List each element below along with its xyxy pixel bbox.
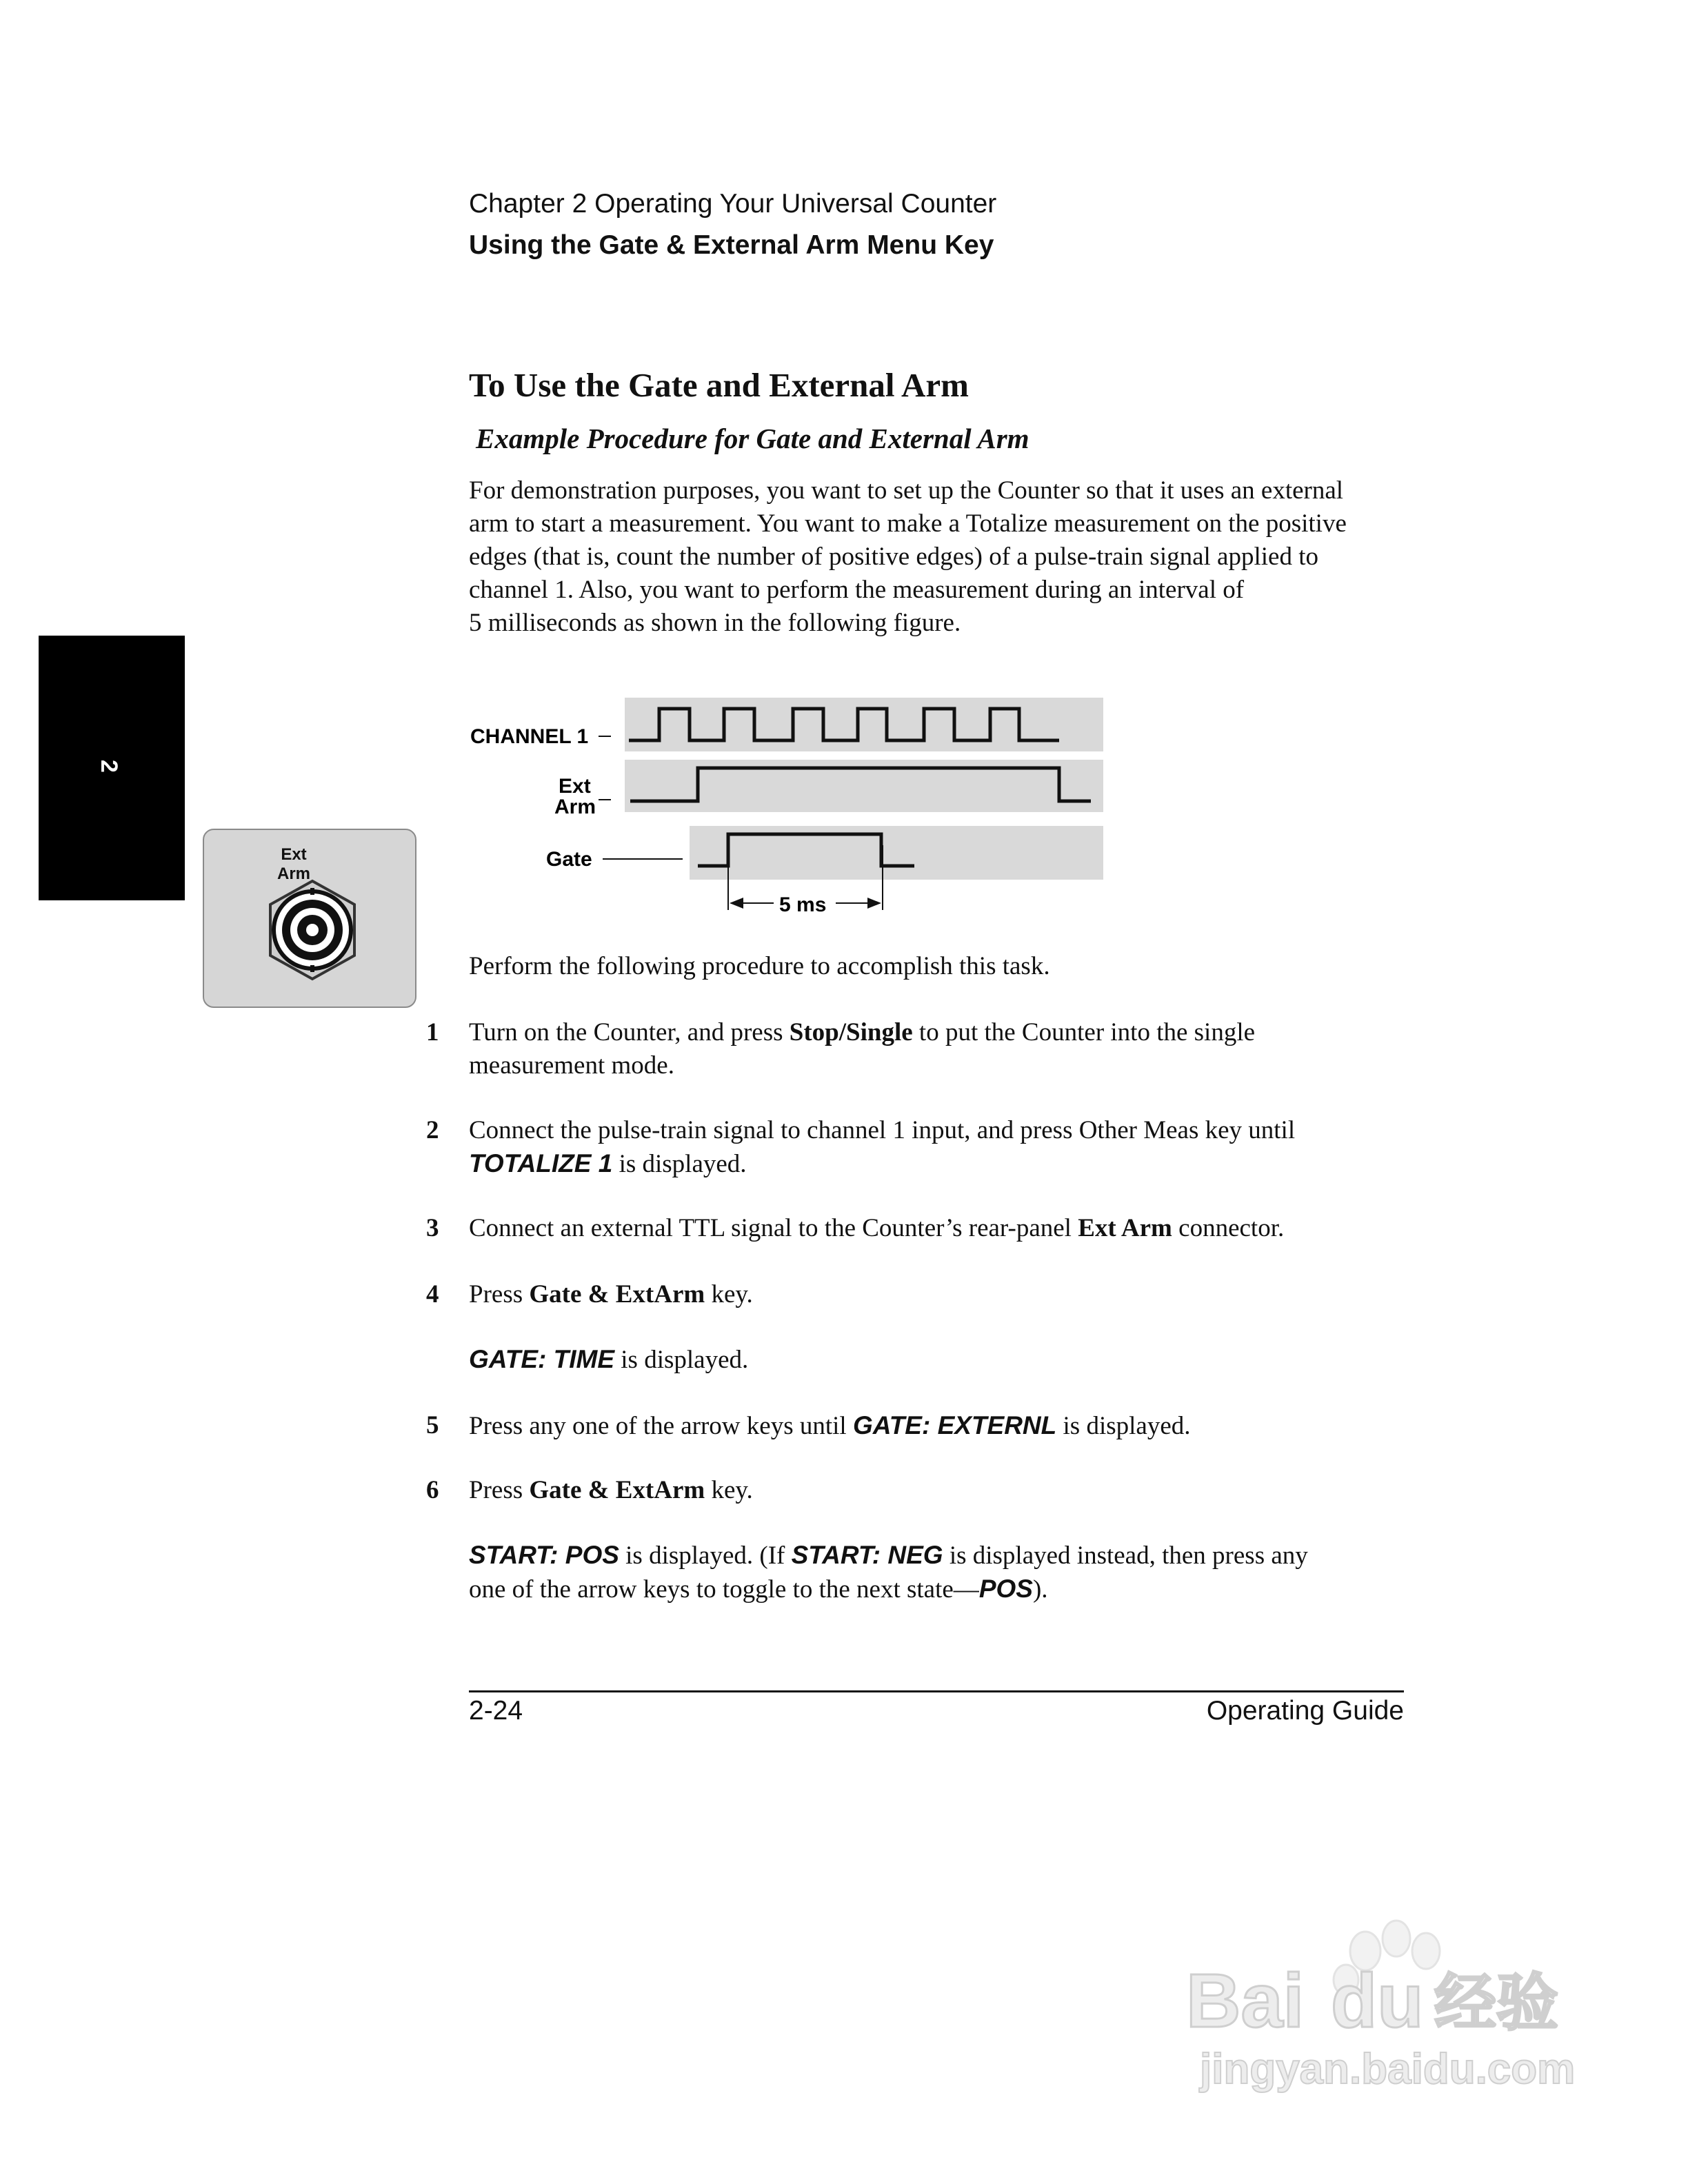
watermark-brand-cn: 经验: [1434, 1967, 1558, 2039]
step-text-part: measurement mode.: [469, 1051, 674, 1080]
step-text-part: Connect an external TTL signal to the Counter’s rear-panel: [469, 1214, 1078, 1242]
step-6-result: [469, 1539, 1420, 1606]
step-text-part: to put the Counter into the single: [912, 1018, 1256, 1046]
step-text: [469, 1114, 1420, 1181]
step-text-part: Press: [469, 1476, 530, 1504]
step-text-part: is displayed.: [1056, 1412, 1191, 1440]
step-number: 1: [426, 1018, 439, 1046]
footer-rule: [469, 1690, 1404, 1692]
step-text-part: key.: [705, 1280, 753, 1308]
arrowhead-right-icon: [867, 898, 881, 909]
arrowhead-left-icon: [730, 898, 743, 909]
gate-label: Gate: [546, 848, 592, 871]
step-number: 3: [426, 1214, 439, 1242]
intro-line: edges (that is, count the number of positive edges) of a pulse-train signal applied to: [469, 543, 1318, 571]
step-text-part: Press any one of the arrow keys until: [469, 1412, 853, 1440]
ext-arm-connector-panel: [203, 829, 416, 1008]
chapter-header: Chapter 2 Operating Your Universal Counter: [469, 189, 997, 219]
ext-label: Ext: [559, 775, 591, 798]
page-title: To Use the Gate and External Arm: [469, 366, 969, 404]
step-text-part: connector.: [1172, 1214, 1285, 1242]
channel-label: CHANNEL 1: [470, 725, 589, 748]
section-header: Using the Gate & External Arm Menu Key: [469, 230, 994, 260]
channel-signal-bg: [625, 698, 1103, 751]
watermark-brand-b: du: [1331, 1959, 1424, 2043]
bnc-connector-icon: [261, 878, 364, 982]
subtitle: Example Procedure for Gate and External Arm: [476, 423, 1029, 454]
watermark-brand-a: Bai: [1186, 1959, 1305, 2043]
intro-line: arm to start a measurement. You want to make a Totalize measurement on the positive: [469, 509, 1347, 538]
step-text: [469, 1278, 1420, 1311]
display-text: POS: [978, 1575, 1033, 1603]
display-text: START: NEG: [791, 1541, 943, 1569]
step-text: [469, 1409, 1420, 1443]
step-4-result: [469, 1343, 1420, 1377]
step-text-part: one of the arrow keys to toggle to the next state—: [469, 1575, 979, 1604]
step-text: [469, 1016, 1420, 1082]
step-text-part: Turn on the Counter, and press: [469, 1018, 790, 1046]
step-text-part: ).: [1032, 1575, 1048, 1604]
key-name: Ext Arm: [1078, 1214, 1172, 1242]
lead-in: Perform the following procedure to accomplish this task.: [469, 952, 1050, 980]
step-text-part: is displayed.: [612, 1150, 747, 1178]
key-name: Gate & ExtArm: [529, 1476, 705, 1504]
step-text-part: is displayed.: [614, 1346, 749, 1374]
display-text: TOTALIZE 1: [469, 1149, 613, 1177]
step-number: 2: [426, 1116, 439, 1144]
intro-line: channel 1. Also, you want to perform the measurement during an interval of: [469, 576, 1245, 604]
step-text: [469, 1474, 1420, 1507]
step-text-part: is displayed. (If: [619, 1541, 792, 1570]
intro-line: For demonstration purposes, you want to set up the Counter so that it uses an external: [469, 476, 1344, 505]
page-number: 2-24: [469, 1696, 523, 1726]
watermark-url: jingyan.baidu.com: [1200, 2045, 1576, 2093]
arm-label: Arm: [554, 796, 596, 818]
step-number: 5: [426, 1411, 439, 1439]
step-number: 4: [426, 1280, 439, 1308]
baidu-watermark: [1158, 1903, 1586, 2110]
step-text: [469, 1212, 1420, 1245]
step-text-part: key.: [705, 1476, 753, 1504]
step-text-part: Connect the pulse-train signal to channel 1 input, and press Other Meas key until: [469, 1116, 1296, 1144]
timing-diagram: [455, 682, 1117, 931]
key-name: Stop/Single: [789, 1018, 913, 1046]
step-text-part: is displayed instead, then press any: [943, 1541, 1308, 1570]
intro-line: 5 milliseconds as shown in the following figure.: [469, 609, 961, 637]
connector-label-arm: Arm: [277, 865, 311, 883]
chapter-tab: [39, 636, 185, 900]
intro-paragraph: [469, 474, 1420, 640]
step-text-part: Press: [469, 1280, 530, 1308]
chapter-tab-label: 2: [95, 760, 122, 773]
interval-label: 5 ms: [779, 893, 827, 916]
key-name: Gate & ExtArm: [529, 1280, 705, 1308]
display-text: GATE: TIME: [469, 1345, 615, 1373]
display-text: GATE: EXTERNL: [852, 1411, 1057, 1439]
guide-title: Operating Guide: [1206, 1696, 1404, 1726]
connector-label-ext: Ext: [281, 845, 307, 864]
display-text: START: POS: [469, 1541, 619, 1569]
step-number: 6: [426, 1476, 439, 1504]
